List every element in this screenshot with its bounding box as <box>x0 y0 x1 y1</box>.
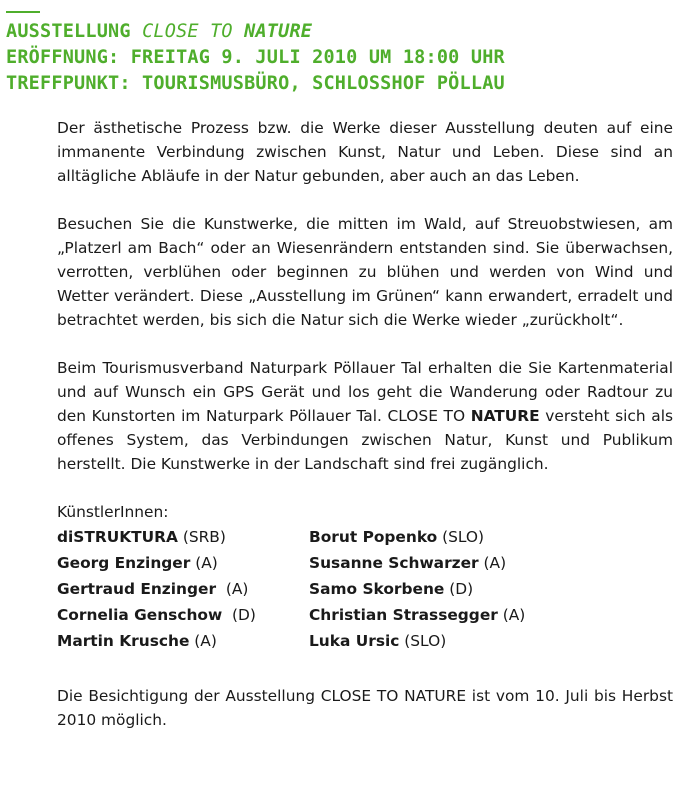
artist-name: Luka Ursic <box>309 632 400 650</box>
paragraph-tourism-nature: NATURE <box>470 407 540 425</box>
artist-entry <box>57 576 309 602</box>
artist-name: Samo Skorbene <box>309 580 445 598</box>
header-meeting-point-line: TREFFPUNKT: TOURISMUSBÜRO, SCHLOSSHOF PÖLLAU <box>6 73 505 94</box>
artist-country: (A) <box>189 632 217 650</box>
artists-label: KünstlerInnen: <box>57 503 169 521</box>
artist-entry <box>57 550 309 576</box>
artist-entry <box>57 602 309 628</box>
artist-country: (SLO) <box>399 632 447 650</box>
artists-column-right <box>309 524 561 654</box>
document-body <box>57 116 673 732</box>
artist-country: (SRB) <box>177 528 226 546</box>
artist-entry <box>309 576 561 602</box>
artist-name: Cornelia Genschow <box>57 606 223 624</box>
header-close-to: CLOSE TO <box>142 21 245 42</box>
header-exhibition-label: AUSSTELLUNG <box>6 21 143 42</box>
accent-rule <box>6 11 40 13</box>
paragraph-tourism <box>57 356 673 476</box>
artist-country: (SLO) <box>437 528 485 546</box>
artist-name: Gertraud Enzinger <box>57 580 217 598</box>
artist-country: (A) <box>190 554 218 572</box>
event-header <box>6 19 505 97</box>
artists-column-left <box>57 524 309 654</box>
artist-name: Susanne Schwarzer <box>309 554 479 572</box>
artist-entry <box>57 628 309 654</box>
artist-entry <box>57 524 309 550</box>
header-nature: NATURE <box>244 21 313 42</box>
artist-country: (D) <box>444 580 474 598</box>
artist-name: Borut Popenko <box>309 528 438 546</box>
artist-entry <box>309 628 561 654</box>
artist-name: Georg Enzinger <box>57 554 191 572</box>
artist-entry <box>309 602 561 628</box>
artist-entry <box>309 524 561 550</box>
artist-country: (A) <box>478 554 507 572</box>
paragraph-closing: Die Besichtigung der Ausstellung CLOSE TO NATURE ist vom 10. Juli bis Herbst 2010 möglich. <box>57 687 673 729</box>
header-opening-line: ERÖFFNUNG: FREITAG 9. JULI 2010 UM 18:00 UHR <box>6 47 505 68</box>
header-title-line <box>6 19 505 45</box>
artist-name: Martin Krusche <box>57 632 190 650</box>
paragraph-tourism-text-a: Beim Tourismusverband Naturpark Pöllauer Tal erhalten die Sie Kartenmaterial und auf Wunsch ein GPS Gerät und los geht die Wanderung oder Radtour zu den Kunstorten im Naturpark Pöllauer Tal. CLOSE TO <box>57 359 673 425</box>
artist-country: (A) <box>497 606 526 624</box>
artist-country: (A) <box>216 580 249 598</box>
artists-list <box>57 524 673 654</box>
artist-name: Christian Strassegger <box>309 606 498 624</box>
artist-entry <box>309 550 561 576</box>
paragraph-tourism-text-b: versteht sich als offenes System, das Verbindungen zwischen Natur, Kunst und Publikum herstellt. Die Kunstwerke in der Landschaft sind frei zugänglich. <box>57 407 673 473</box>
paragraph-intro: Der ästhetische Prozess bzw. die Werke dieser Ausstellung deuten auf eine immanente Verbindung zwischen Kunst, Natur und Leben. Diese sind an alltägliche Abläufe in der Natur gebunden, aber auch an das Leben. <box>57 119 673 185</box>
artist-name: diSTRUKTURA <box>57 528 178 546</box>
artist-country: (D) <box>222 606 256 624</box>
paragraph-visit: Besuchen Sie die Kunstwerke, die mitten im Wald, auf Streuobstwiesen, am „Platzerl am Bach“ oder an Wiesenrändern entstanden sind. Sie überwachsen, verrotten, verblühen oder beginnen zu blühen und werden von Wind und Wetter verändert. Diese „Ausstellung im Grünen“ kann erwandert, erradelt und betrachtet werden, bis sich die Natur sich die Werke wieder „zurückholt“. <box>57 215 673 329</box>
